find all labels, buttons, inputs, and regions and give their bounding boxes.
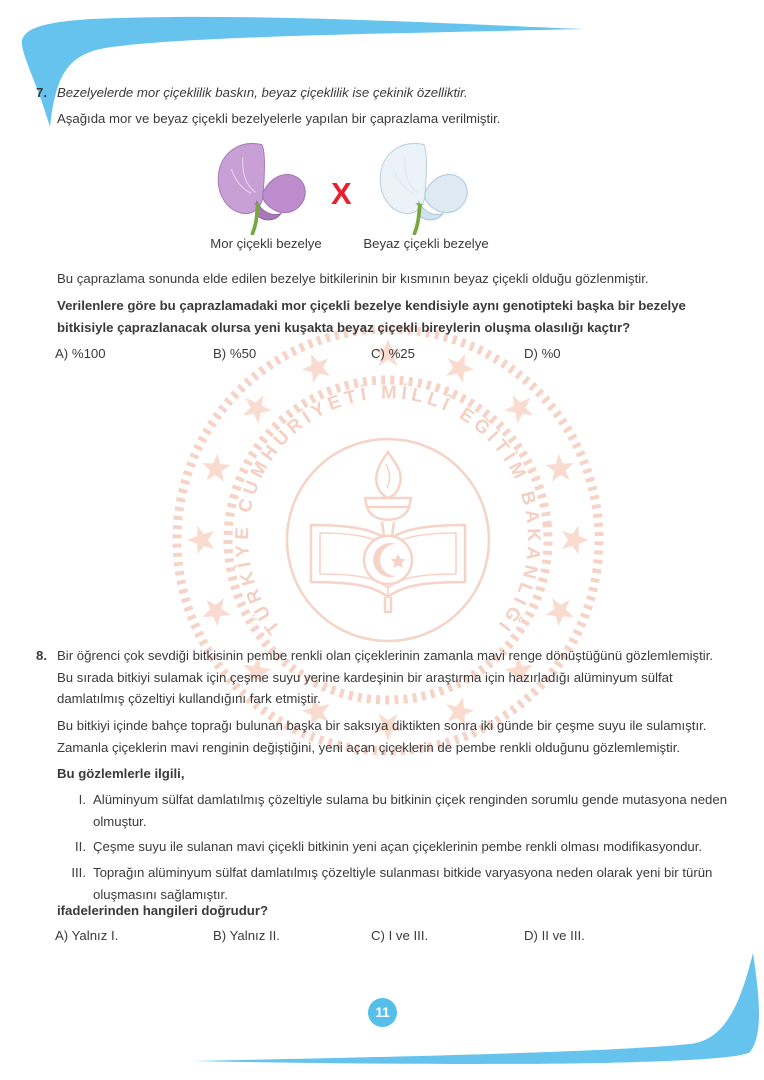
purple-pea-flower-illustration bbox=[210, 137, 316, 235]
question-7-options bbox=[55, 346, 745, 368]
cross-symbol: X bbox=[331, 176, 352, 211]
q7-option-b: B) %50 bbox=[213, 346, 257, 361]
white-flower-label: Beyaz çiçekli bezelye bbox=[363, 236, 489, 251]
q8-option-a: A) Yalnız I. bbox=[55, 928, 119, 943]
q8-item-3-numeral: III. bbox=[71, 865, 86, 880]
question-8-number: 8. bbox=[36, 648, 47, 663]
question-7-intro: Bezelyelerde mor çiçeklilik baskın, beyaz çiçeklilik ise çekinik özelliktir. bbox=[57, 85, 468, 100]
question-8-paragraph-2: Bu bitkiyi içinde bahçe toprağı bulunan başka bir saksıya diktikten sonra iki günde bir çeşme suyu ile sulamıştır. Zamanla çiçeklerin mavi renginin değiştiğini, yeni açan çiçeklerin de pembe renkli olduğunu gözlemlemiştir. bbox=[57, 718, 707, 755]
watermark-circular-text: TÜRKİYE CUMHURİYETİ MİLLÎ EĞİTİM BAKANLIĞI bbox=[230, 381, 546, 639]
q8-item-2-text: Çeşme suyu ile sulanan mavi çiçekli bitkinin yeni açan çiçeklerinin pembe renkli olması modifikasyondur. bbox=[93, 839, 703, 854]
question-8-options bbox=[55, 928, 745, 950]
q8-option-c: C) I ve III. bbox=[371, 928, 429, 943]
question-7-number: 7. bbox=[36, 85, 47, 100]
q7-option-d: D) %0 bbox=[524, 346, 561, 361]
purple-flower-label: Mor çiçekli bezelye bbox=[210, 236, 322, 251]
q8-item-2-numeral: II. bbox=[75, 839, 86, 854]
q8-item-3-text: Toprağın alüminyum sülfat damlatılmış çözeltiyle sulanması bitkide varyasyona neden olarak yeni bir türün oluşmasını sağlamıştır. bbox=[93, 865, 713, 902]
page-number-badge bbox=[368, 998, 397, 1027]
q7-option-a: A) %100 bbox=[55, 346, 106, 361]
question-7-question-text: Verilenlere göre bu çaprazlamadaki mor çiçekli bezelye kendisiyle aynı genotipteki başka bir bezelye bitkisiyle çaprazlanacak olursa yeni kuşakta beyaz çiçekli bireylerin oluşma olasılığı kaçtır? bbox=[57, 298, 686, 335]
q8-option-d: D) II ve III. bbox=[524, 928, 585, 943]
question-8-question-text: ifadelerinden hangileri doğrudur? bbox=[57, 903, 269, 918]
page-number: 11 bbox=[375, 1005, 390, 1020]
question-8-lead: Bu gözlemlerle ilgili, bbox=[57, 766, 185, 781]
question-7-intro-line2: Aşağıda mor ve beyaz çiçekli bezelyelerle yapılan bir çaprazlama verilmiştir. bbox=[57, 111, 501, 126]
q8-item-1-text: Alüminyum sülfat damlatılmış çözeltiyle sulama bu bitkinin çiçek renginden sorumlu gende mutasyona neden olmuştur. bbox=[93, 792, 728, 829]
q8-option-b: B) Yalnız II. bbox=[213, 928, 280, 943]
white-pea-flower-illustration bbox=[372, 137, 478, 235]
q8-item-1-numeral: I. bbox=[78, 792, 86, 807]
q7-option-c: C) %25 bbox=[371, 346, 415, 361]
question-8-paragraph-1: Bir öğrenci çok sevdiği bitkisinin pembe renkli olan çiçeklerinin zamanla mavi renge dönüştüğünü gözlemlemiştir. Bu sırada bitkiyi sulamak için çeşme suyu yerine kardeşinin bir araştırma için hazırladığı alüminyum sülfat damlatılmış çözeltiyi kullandığını fark etmiştir. bbox=[57, 648, 714, 706]
question-7-observation: Bu çaprazlama sonunda elde edilen bezelye bitkilerinin bir kısmının beyaz çiçekli olduğu gözlenmiştir. bbox=[57, 271, 649, 286]
